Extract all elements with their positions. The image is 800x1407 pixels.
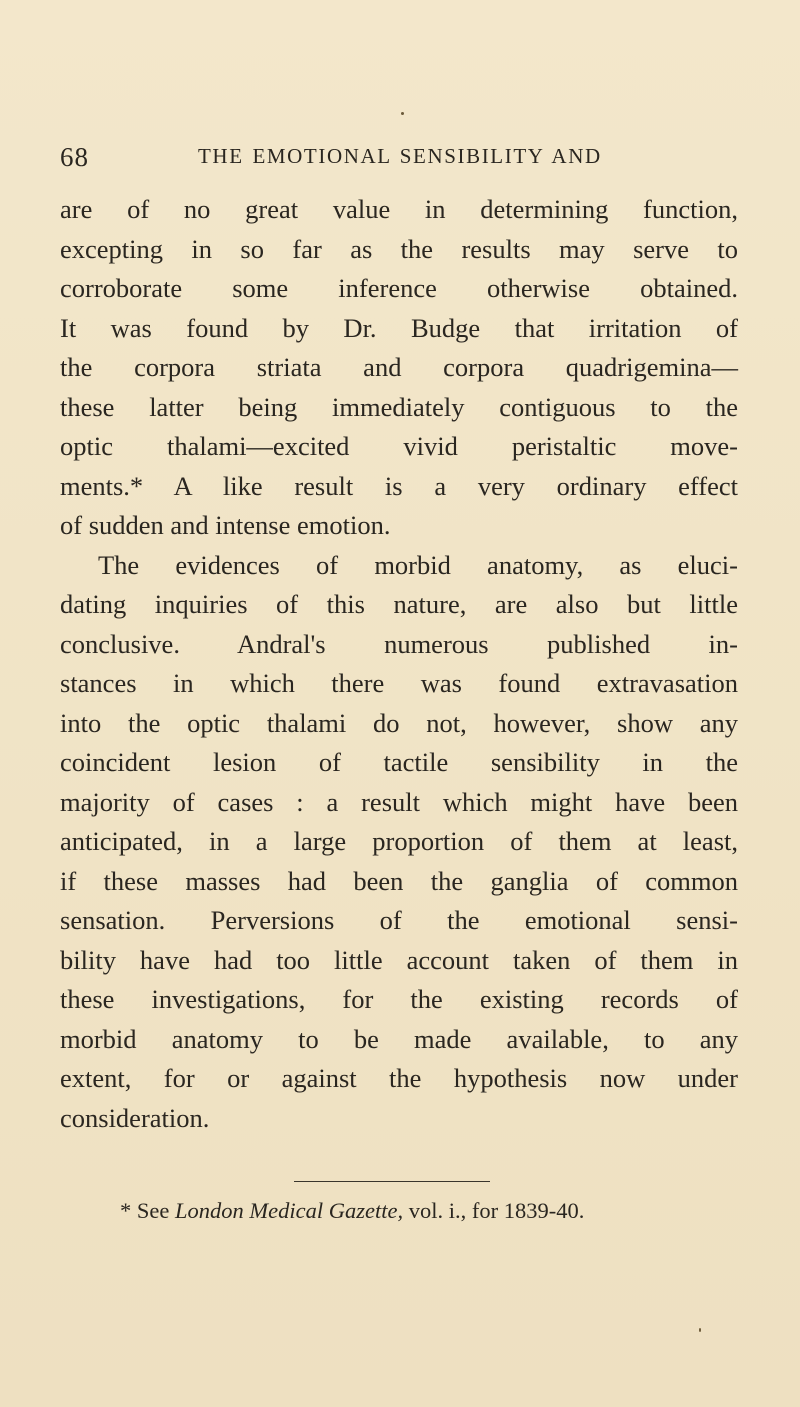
text-line: ments.* A like result is a very ordinary effect — [60, 470, 738, 501]
page-header — [60, 142, 740, 174]
page-number: 68 — [60, 142, 89, 172]
text-line: if these masses had been the ganglia of common — [60, 865, 738, 896]
footnote-journal: London Medical Gazette, — [175, 1198, 404, 1223]
footnote — [120, 1198, 584, 1224]
footnote-prefix: See — [131, 1198, 175, 1223]
text-line: majority of cases : a result which might have been — [60, 786, 738, 817]
text-line: corroborate some inference otherwise obtained. — [60, 273, 738, 303]
text-line: conclusive. Andral's numerous published in- — [60, 628, 738, 659]
text-line: of sudden and intense emotion. — [60, 510, 391, 540]
text-line: optic thalami—excited vivid peristaltic move- — [60, 431, 738, 461]
ink-speck — [699, 1328, 701, 1332]
text-line: excepting in so far as the results may serve to — [60, 233, 738, 264]
text-line: coincident lesion of tactile sensibility in the — [60, 747, 738, 777]
text-line: morbid anatomy to be made available, to any — [60, 1023, 738, 1054]
text-line: into the optic thalami do not, however, show any — [60, 707, 738, 738]
text-line: extent, for or against the hypothesis now under — [60, 1063, 738, 1093]
text-line: It was found by Dr. Budge that irritation of — [60, 312, 738, 343]
footnote-rule — [294, 1181, 490, 1182]
body-text — [60, 190, 738, 1138]
text-line: sensation. Perversions of the emotional sensi- — [60, 905, 738, 935]
text-line: consideration. — [60, 1102, 210, 1133]
text-line: these latter being immediately contiguous to the — [60, 391, 738, 422]
text-line: are of no great value in determining function, — [60, 194, 738, 224]
text-line: The evidences of morbid anatomy, as eluci- — [98, 549, 738, 580]
text-line: anticipated, in a large proportion of them at least, — [60, 826, 738, 856]
text-line: the corpora striata and corpora quadrigemina— — [60, 352, 738, 382]
text-line: bility have had too little account taken of them in — [60, 944, 738, 975]
text-line: stances in which there was found extravasation — [60, 668, 738, 698]
ink-speck — [401, 112, 404, 115]
footnote-marker: * — [120, 1198, 132, 1223]
footnote-suffix: vol. i., for 1839-40. — [403, 1198, 585, 1223]
text-line: these investigations, for the existing records of — [60, 984, 738, 1014]
running-title: THE EMOTIONAL SENSIBILITY AND — [198, 144, 602, 168]
text-line: dating inquiries of this nature, are also but little — [60, 589, 738, 619]
